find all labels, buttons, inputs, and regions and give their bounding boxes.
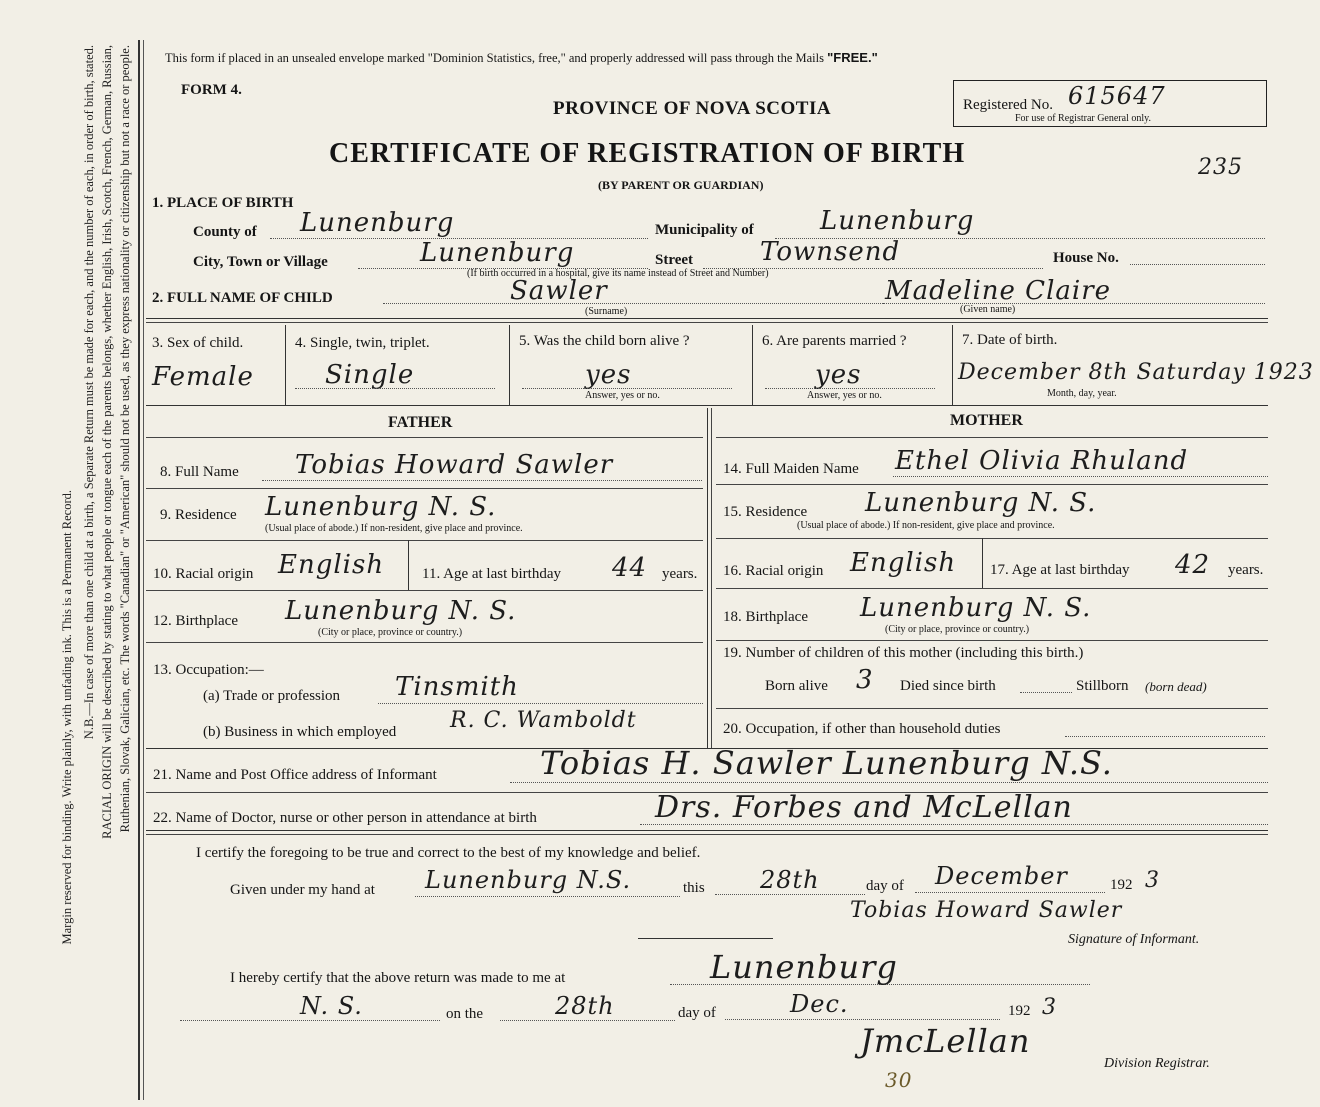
sex-value: Female — [152, 362, 254, 392]
father-age-value: 44 — [612, 553, 648, 583]
registered-number: 615647 — [1068, 82, 1166, 110]
born-alive-count-label: Born alive — [765, 678, 828, 694]
born-alive-question: 5. Was the child born alive ? — [519, 333, 690, 349]
mother-years: years. — [1228, 562, 1264, 578]
divider-1 — [146, 318, 1268, 319]
mother-rule-2 — [716, 538, 1268, 539]
registrar-caption: Division Registrar. — [1104, 1056, 1210, 1071]
registrar-place-value: Lunenburg — [710, 948, 898, 986]
hospital-note: (If birth occurred in a hospital, give its name instead of Street and Number) — [467, 268, 769, 279]
informant-signature-caption: Signature of Informant. — [1068, 932, 1200, 947]
father-mother-sep — [707, 408, 708, 748]
mother-occupation-label: 20. Occupation, if other than household duties — [723, 721, 1001, 737]
registered-label: Registered No. — [963, 97, 1053, 113]
given-name-caption: (Given name) — [960, 304, 1016, 315]
city-label: City, Town or Village — [193, 254, 328, 270]
province-title: PROVINCE OF NOVA SCOTIA — [553, 98, 832, 119]
father-rule-1 — [146, 488, 703, 489]
margin-line-nb: N.B.—In case of more than one child at a birth, a Separate Return must be made for each, and the number of each, in order of birth, stated. — [82, 45, 96, 740]
born-alive-caption: Answer, yes or no. — [585, 390, 660, 401]
child-given-name: Madeline Claire — [885, 276, 1112, 306]
surname-line — [383, 303, 883, 304]
day-value: 28th — [760, 866, 820, 894]
house-number-label: House No. — [1053, 250, 1119, 266]
street-value: Townsend — [760, 237, 901, 267]
on-the-label: on the — [446, 1006, 484, 1022]
father-residence-value: Lunenburg N. S. — [265, 492, 497, 522]
given-place-line — [415, 896, 680, 897]
mother-race-label: 16. Racial origin — [723, 563, 824, 579]
father-rule-3 — [146, 590, 703, 591]
parents-married-caption: Answer, yes or no. — [807, 390, 882, 401]
father-race-sep — [408, 540, 409, 590]
county-label: County of — [193, 224, 257, 240]
father-birthplace-value: Lunenburg N. S. — [285, 596, 517, 626]
street-label: Street — [655, 252, 694, 268]
child-surname: Sawler — [510, 276, 608, 306]
binding-rule-inner — [143, 40, 144, 1100]
father-heading: FATHER — [388, 414, 453, 431]
parents-married-line — [765, 388, 935, 389]
municipality-value: Lunenburg — [820, 206, 975, 236]
divider-1b — [146, 322, 1268, 323]
registrar-rule — [638, 938, 773, 939]
stillborn-label: Stillborn — [1076, 678, 1129, 694]
born-alive-count-value: 3 — [856, 665, 874, 695]
year-prefix: 192 — [1110, 877, 1133, 893]
doctor-value: Drs. Forbes and McLellan — [655, 790, 1073, 825]
father-mother-sep-b — [711, 408, 712, 748]
margin-line-ruthenian: Ruthenian, Slovak, Galician, etc. The words "Canadian" or "American" should not be used, as they express nationality or citizenship but not a race or people. — [118, 45, 132, 833]
father-heading-rule — [146, 437, 703, 438]
mother-birthplace-value: Lunenburg N. S. — [860, 593, 1092, 623]
father-trade-line — [378, 703, 703, 704]
corner-mark: 235 — [1198, 155, 1243, 180]
stillborn-note: (born dead) — [1145, 679, 1207, 694]
father-name-value: Tobias Howard Sawler — [295, 450, 614, 480]
single-twin-line — [295, 388, 495, 389]
row3-sep-1 — [285, 325, 286, 405]
form-number: FORM 4. — [181, 82, 242, 98]
father-race-value: English — [278, 550, 385, 580]
divider-5 — [146, 830, 1268, 831]
municipality-label: Municipality of — [655, 222, 754, 238]
margin-line-binding: Margin reserved for binding. Write plainly, with unfading ink. This is a Permanent Record. — [60, 490, 74, 945]
dob-caption: Month, day, year. — [1047, 388, 1117, 399]
place-of-birth-heading: 1. PLACE OF BIRTH — [152, 195, 294, 211]
mother-age-label: 17. Age at last birthday — [990, 562, 1130, 578]
born-alive-line — [522, 388, 732, 389]
informant-value: Tobias H. Sawler Lunenburg N.S. — [540, 744, 1113, 782]
registrar-statement: I hereby certify that the above return was made to me at — [230, 970, 566, 986]
free-label: "FREE." — [827, 50, 878, 65]
parents-married-question: 6. Are parents married ? — [762, 333, 907, 349]
doctor-label: 22. Name of Doctor, nurse or other person in attendance at birth — [153, 810, 537, 826]
mother-residence-value: Lunenburg N. S. — [865, 488, 1097, 518]
certificate-title: CERTIFICATE OF REGISTRATION OF BIRTH — [329, 138, 966, 169]
mother-race-value: English — [850, 548, 957, 578]
mother-rule-1 — [716, 484, 1268, 485]
father-birthplace-label: 12. Birthplace — [153, 613, 238, 629]
father-residence-caption: (Usual place of abode.) If non-resident, give place and province. — [265, 523, 523, 534]
margin-line-racial: RACIAL ORIGIN will be described by stating to what people or tongue each of the parents belongs, whether English, Irish, Scotch, French, German, Russian, — [100, 45, 114, 839]
mother-heading: MOTHER — [950, 412, 1023, 429]
mother-name-label: 14. Full Maiden Name — [723, 461, 859, 477]
mother-residence-caption: (Usual place of abode.) If non-resident, give place and province. — [797, 520, 1055, 531]
row3-sep-4 — [952, 325, 953, 405]
father-trade-value: Tinsmith — [395, 672, 519, 702]
county-value: Lunenburg — [300, 208, 455, 238]
given-under-label: Given under my hand at — [230, 882, 375, 898]
reg-year-value: 3 — [1042, 995, 1057, 1020]
mother-rule-3 — [716, 588, 1268, 589]
province-line — [180, 1020, 440, 1021]
given-name-line — [883, 303, 1265, 304]
mother-age-value: 42 — [1175, 550, 1211, 580]
reg-day-of-label: day of — [678, 1005, 716, 1021]
mother-name-value: Ethel Olivia Rhuland — [895, 446, 1189, 476]
father-birthplace-caption: (City or place, province or country.) — [318, 627, 463, 638]
city-value: Lunenburg — [420, 238, 575, 268]
father-residence-label: 9. Residence — [160, 507, 237, 523]
single-twin-value: Single — [325, 360, 415, 390]
mother-occupation-line — [1065, 736, 1265, 737]
father-years: years. — [662, 566, 698, 582]
informant-signature: Tobias Howard Sawler — [850, 898, 1123, 923]
father-name-line — [262, 480, 702, 481]
mother-birthplace-label: 18. Birthplace — [723, 609, 808, 625]
died-since-birth-line — [1020, 692, 1072, 693]
registrar-note: For use of Registrar General only. — [1015, 113, 1151, 124]
father-business-value: R. C. Wamboldt — [450, 708, 637, 733]
mother-heading-rule — [716, 437, 1268, 438]
certificate-subtitle: (BY PARENT OR GUARDIAN) — [598, 178, 764, 192]
house-number-line — [1130, 264, 1265, 265]
mail-notice-text: This form if placed in an unsealed envelope marked "Dominion Statistics, free," and properly addressed will pass through the Mails — [165, 51, 828, 65]
child-name-label: 2. FULL NAME OF CHILD — [152, 290, 333, 306]
dob-label: 7. Date of birth. — [962, 332, 1058, 348]
mother-residence-label: 15. Residence — [723, 504, 808, 520]
informant-label: 21. Name and Post Office address of Informant — [153, 767, 437, 783]
father-name-label: 8. Full Name — [160, 464, 239, 480]
province-value: N. S. — [300, 992, 363, 1020]
surname-caption: (Surname) — [585, 306, 628, 317]
divider-5b — [146, 834, 1268, 835]
row3-sep-2 — [509, 325, 510, 405]
father-trade-label: (a) Trade or profession — [203, 688, 341, 704]
day-line — [715, 894, 865, 895]
mother-rule-4 — [716, 640, 1268, 641]
father-race-label: 10. Racial origin — [153, 566, 254, 582]
bottom-mark: 30 — [885, 1068, 913, 1092]
mother-children-label: 19. Number of children of this mother (including this birth.) — [723, 645, 1084, 661]
reg-year-prefix: 192 — [1008, 1003, 1031, 1019]
row3-sep-3 — [752, 325, 753, 405]
died-since-birth-label: Died since birth — [900, 678, 996, 694]
mail-notice — [165, 50, 878, 66]
registrar-signature: JmcLellan — [860, 1022, 1031, 1060]
certify-statement: I certify the foregoing to be true and correct to the best of my knowledge and belief. — [196, 845, 701, 861]
this-label: this — [683, 880, 705, 896]
divider-2 — [146, 405, 1268, 406]
margin-instructions — [20, 40, 140, 1100]
sex-label: 3. Sex of child. — [152, 335, 244, 351]
father-business-label: (b) Business in which employed — [203, 724, 397, 740]
year-value: 3 — [1145, 868, 1160, 893]
mother-name-line — [893, 476, 1268, 477]
single-twin-label: 4. Single, twin, triplet. — [295, 335, 430, 351]
given-place-value: Lunenburg N.S. — [425, 866, 632, 894]
father-age-label: 11. Age at last birthday — [422, 566, 561, 582]
mother-birthplace-caption: (City or place, province or country.) — [885, 624, 1030, 635]
father-rule-2 — [146, 540, 703, 541]
informant-line — [510, 782, 1268, 783]
reg-day-line — [500, 1020, 675, 1021]
reg-day-value: 28th — [555, 992, 615, 1020]
mother-rule-5 — [716, 708, 1268, 709]
father-occupation-label: 13. Occupation:— — [153, 662, 264, 678]
dob-value: December 8th Saturday 1923 — [958, 360, 1314, 385]
month-line — [915, 892, 1105, 893]
reg-month-line — [725, 1019, 1000, 1020]
month-value: December — [935, 862, 1068, 890]
mother-race-sep — [982, 538, 983, 588]
day-of-label: day of — [866, 878, 904, 894]
reg-month-value: Dec. — [790, 990, 849, 1018]
born-alive-answer: yes — [585, 360, 632, 390]
father-rule-4 — [146, 642, 703, 643]
binding-rule — [138, 40, 140, 1100]
parents-married-answer: yes — [815, 360, 862, 390]
